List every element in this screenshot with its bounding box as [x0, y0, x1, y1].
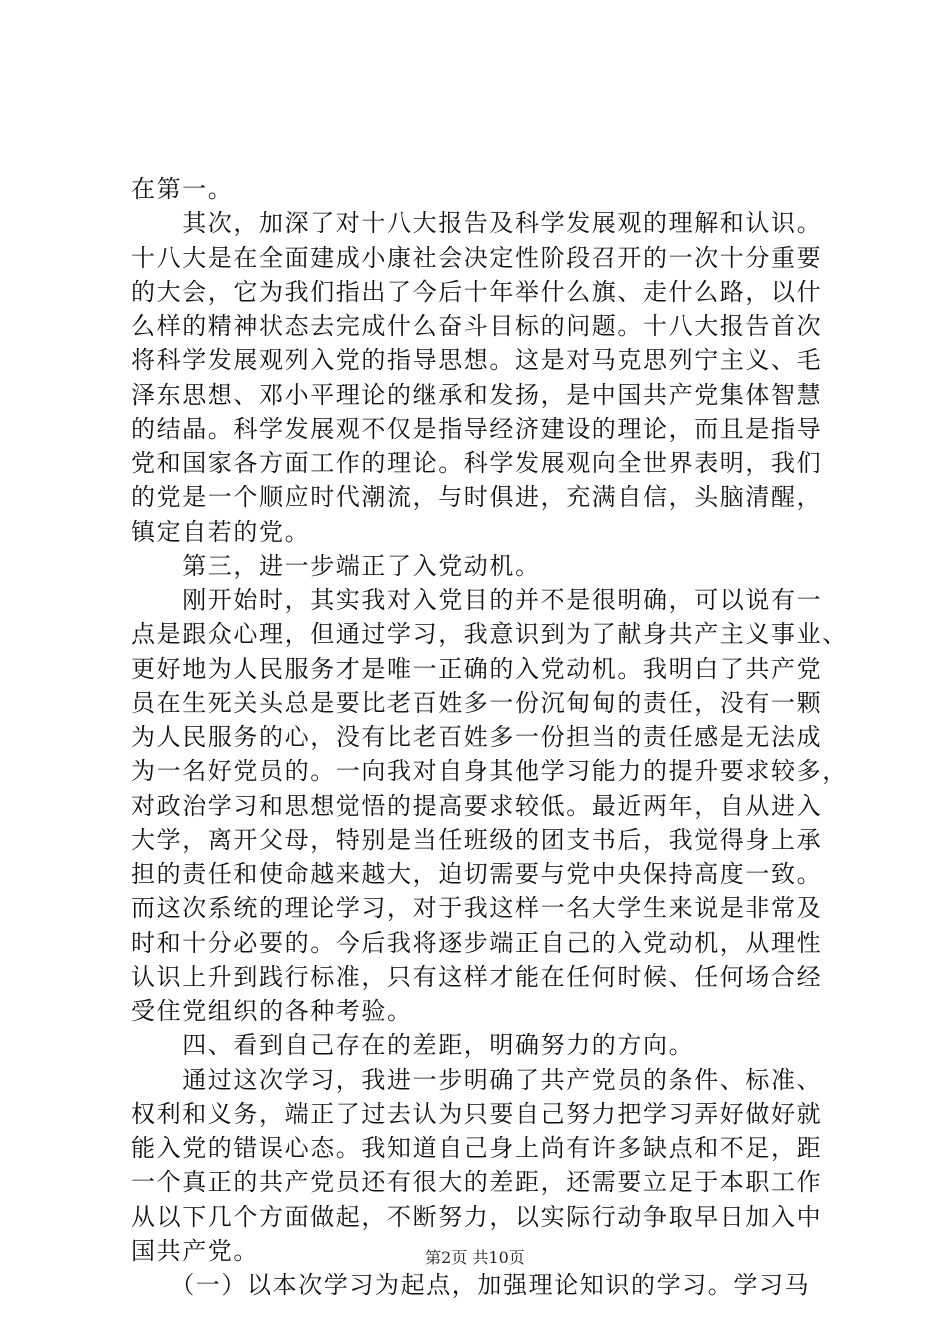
text-line: 员在生死关头总是要比老百姓多一份沉甸甸的责任，没有一颗	[131, 688, 823, 717]
text-line: 更好地为人民服务才是唯一正确的入党动机。我明白了共产党	[131, 654, 823, 683]
text-line: 的结晶。科学发展观不仅是指导经济建设的理论，而且是指导	[131, 414, 823, 443]
text-line: 镇定自若的党。	[131, 517, 311, 546]
text-line: 能入党的错误心态。我知道自己身上尚有许多缺点和不足，距	[131, 1134, 823, 1162]
document-body	[131, 172, 848, 1302]
text-line: 点是跟众心理，但通过学习，我意识到为了献身共产主义事业、	[131, 620, 848, 649]
text-line: 的党是一个顺应时代潮流，与时俱进，充满自信，头脑清醒，	[131, 483, 823, 512]
text-line: 为人民服务的心，没有比老百姓多一份担当的责任感是无法成	[131, 723, 823, 751]
text-line: 党和国家各方面工作的理论。科学发展观向全世界表明，我们	[131, 449, 823, 477]
text-line: 对政治学习和思想觉悟的提高要求较低。最近两年，自从进入	[131, 791, 823, 820]
text-line: 的大会，它为我们指出了今后十年举什么旗、走什么路，以什	[131, 277, 823, 306]
section-heading: 四、看到自己存在的差距，明确努力的方向。	[131, 1031, 695, 1060]
text-line: 受住党组织的各种考验。	[131, 997, 413, 1025]
text-line: 十八大是在全面建成小康社会决定性阶段召开的一次十分重要	[131, 243, 823, 272]
text-line: 其次，加深了对十八大报告及科学发展观的理解和认识。	[131, 209, 823, 238]
text-line: 大学，离开父母，特别是当任班级的团支书后，我觉得身上承	[131, 825, 823, 854]
text-line: 而这次系统的理论学习，对于我这样一名大学生来说是非常及	[131, 894, 823, 923]
text-line: 泽东思想、邓小平理论的继承和发扬，是中国共产党集体智慧	[131, 380, 823, 409]
text-line: 担的责任和使命越来越大，迫切需要与党中央保持高度一致。	[131, 860, 823, 888]
text-line: 通过这次学习，我进一步明确了共产党员的条件、标准、	[131, 1065, 823, 1094]
text-line: 权利和义务，端正了过去认为只要自己努力把学习弄好做好就	[131, 1099, 823, 1128]
text-line: 时和十分必要的。今后我将逐步端正自己的入党动机，从理性	[131, 928, 823, 957]
page-footer: 第2页 共10页	[425, 1248, 525, 1267]
text-line: 认识上升到践行标准，只有这样才能在任何时候、任何场合经	[131, 962, 823, 991]
text-line: 一个真正的共产党员还有很大的差距，还需要立足于本职工作	[131, 1168, 823, 1197]
text-line: （一）以本次学习为起点，加强理论知识的学习。学习马	[131, 1271, 811, 1299]
text-line: 为一名好党员的。一向我对自身其他学习能力的提升要求较多，	[131, 757, 848, 786]
text-line: 国共产党。	[131, 1236, 259, 1265]
section-heading: 第三，进一步端正了入党动机。	[131, 551, 541, 580]
text-line: 将科学发展观列入党的指导思想。这是对马克思列宁主义、毛	[131, 346, 823, 375]
text-line: 从以下几个方面做起，不断努力，以实际行动争取早日加入中	[131, 1202, 823, 1231]
text-line: 刚开始时，其实我对入党目的并不是很明确，可以说有一	[131, 586, 823, 614]
text-line: 么样的精神状态去完成什么奋斗目标的问题。十八大报告首次	[131, 312, 823, 340]
text-line: 在第一。	[131, 175, 234, 203]
